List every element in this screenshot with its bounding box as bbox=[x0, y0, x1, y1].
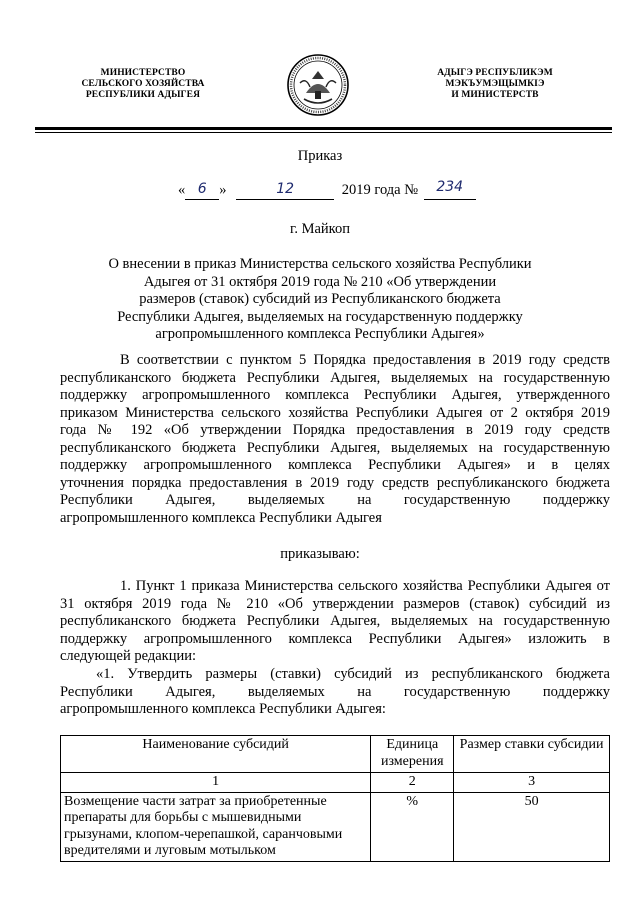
item-1-line: республиканского бюджета Республики Адыгея, выделяемых на государственную bbox=[60, 613, 610, 629]
doc-number-field bbox=[424, 179, 476, 200]
new-wording-line: агропромышленного комплекса Республики Адыгея: bbox=[60, 701, 386, 717]
header-right-line: МЭКЪУМЭЩЫМКIЭ bbox=[445, 79, 545, 89]
doc-number-handwritten: 234 bbox=[436, 179, 464, 195]
date-month-handwritten: 12 bbox=[276, 181, 295, 197]
order-word: приказываю: bbox=[280, 546, 360, 562]
title-line: размеров (ставок) субсидий из Республиканского бюджета bbox=[139, 291, 501, 307]
new-wording-paragraph bbox=[60, 666, 610, 719]
header-left-line: РЕСПУБЛИКИ АДЫГЕЯ bbox=[85, 90, 201, 100]
title-line: агропромышленного комплекса Республики Адыгея» bbox=[155, 326, 485, 342]
adygea-coat-of-arms-seal-icon bbox=[286, 53, 350, 117]
new-wording-line: Республики Адыгея, выделяемых на государственную поддержку bbox=[60, 683, 610, 700]
table-index-row bbox=[61, 773, 610, 793]
title-line: Адыгея от 31 октября 2019 года № 210 «Об утверждении bbox=[143, 273, 497, 290]
date-year-text: 2019 года № bbox=[341, 182, 419, 198]
document-type: Приказ bbox=[297, 148, 343, 164]
date-number-row bbox=[178, 180, 476, 200]
subsidy-name-cell: Возмещение части затрат за приобретенные препараты для борьбы с мышевидными грызунами, клопом-черепашкой, саранчовыми вредителями и луговым мотыльком bbox=[61, 792, 371, 861]
preamble-line: года № 192 «Об утверждении Порядка предоставления в 2019 году средств bbox=[60, 422, 610, 438]
item-1-line: 1. Пункт 1 приказа Министерства сельского хозяйства Республики Адыгея от bbox=[120, 578, 610, 594]
header-rate: Размер ставки субсидии bbox=[454, 736, 610, 773]
index-cell: 3 bbox=[454, 773, 610, 793]
preamble-line: поддержку агропромышленного комплекса Республики Адыгея, утвержденного bbox=[60, 387, 610, 403]
header-subsidy-name: Наименование субсидий bbox=[61, 736, 371, 773]
item-1-line: поддержку агропромышленного комплекса Республики Адыгея» изложить в bbox=[60, 630, 610, 647]
preamble-line: В соответствии с пунктом 5 Порядка предоставления в 2019 году средств bbox=[120, 352, 610, 368]
date-month-field bbox=[236, 183, 334, 200]
preamble-line: поддержку агропромышленного комплекса Республики Адыгея» и в целях bbox=[60, 457, 610, 473]
item-1-line: 31 октября 2019 года № 210 «Об утверждении размеров (ставок) субсидий из bbox=[60, 595, 610, 612]
unit-cell: % bbox=[371, 792, 454, 861]
rate-cell: 50 bbox=[454, 792, 610, 861]
ministry-name-adyghe bbox=[420, 68, 570, 101]
date-close-quote: » bbox=[219, 182, 227, 198]
table-row bbox=[61, 792, 610, 861]
preamble-line: республиканского бюджета Республики Адыгея, выделяемых на государственную bbox=[60, 369, 610, 386]
header-unit: Единица измерения bbox=[371, 736, 454, 773]
item-1-line: следующей редакции: bbox=[60, 648, 197, 664]
subsidy-rates-table bbox=[60, 735, 610, 862]
item-1-paragraph bbox=[60, 578, 610, 666]
ministry-name-russian bbox=[68, 68, 218, 101]
header-divider-thick bbox=[35, 127, 612, 130]
city: г. Майкоп bbox=[290, 221, 350, 237]
order-title bbox=[100, 256, 540, 344]
date-day-handwritten: 6 bbox=[197, 181, 207, 197]
header-left-line: СЕЛЬСКОГО ХОЗЯЙСТВА bbox=[81, 79, 205, 89]
header-divider-thin bbox=[35, 132, 612, 133]
title-line: Республики Адыгея, выделяемых на государственную поддержку bbox=[117, 308, 523, 325]
preamble-paragraph bbox=[60, 352, 610, 527]
preamble-line: Республики Адыгея, выделяемых на государственную поддержку bbox=[60, 492, 610, 508]
date-day-field bbox=[185, 183, 219, 200]
preamble-line: республиканского бюджета Республики Адыгея, выделяемых на государственную bbox=[60, 439, 610, 456]
title-line: О внесении в приказ Министерства сельского хозяйства Республики bbox=[108, 256, 532, 272]
preamble-line: агропромышленного комплекса Республики Адыгея bbox=[60, 509, 382, 526]
header-right-line: И МИНИСТЕРСТВ bbox=[451, 90, 539, 100]
preamble-line: приказом Министерства сельского хозяйства Республики Адыгея от 2 октября 2019 bbox=[60, 404, 610, 421]
index-cell: 1 bbox=[61, 773, 371, 793]
date-open-quote: « bbox=[178, 182, 186, 198]
header-right-line: АДЫГЭ РЕСПУБЛИКЭМ bbox=[437, 68, 553, 78]
header-left-line: МИНИСТЕРСТВО bbox=[100, 68, 186, 78]
new-wording-line: «1. Утвердить размеры (ставки) субсидий из республиканского бюджета bbox=[96, 666, 610, 682]
index-cell: 2 bbox=[371, 773, 454, 793]
preamble-line: уточнения порядка предоставления в 2019 году средств республиканского бюджета bbox=[60, 474, 610, 491]
table-header-row bbox=[61, 736, 610, 773]
